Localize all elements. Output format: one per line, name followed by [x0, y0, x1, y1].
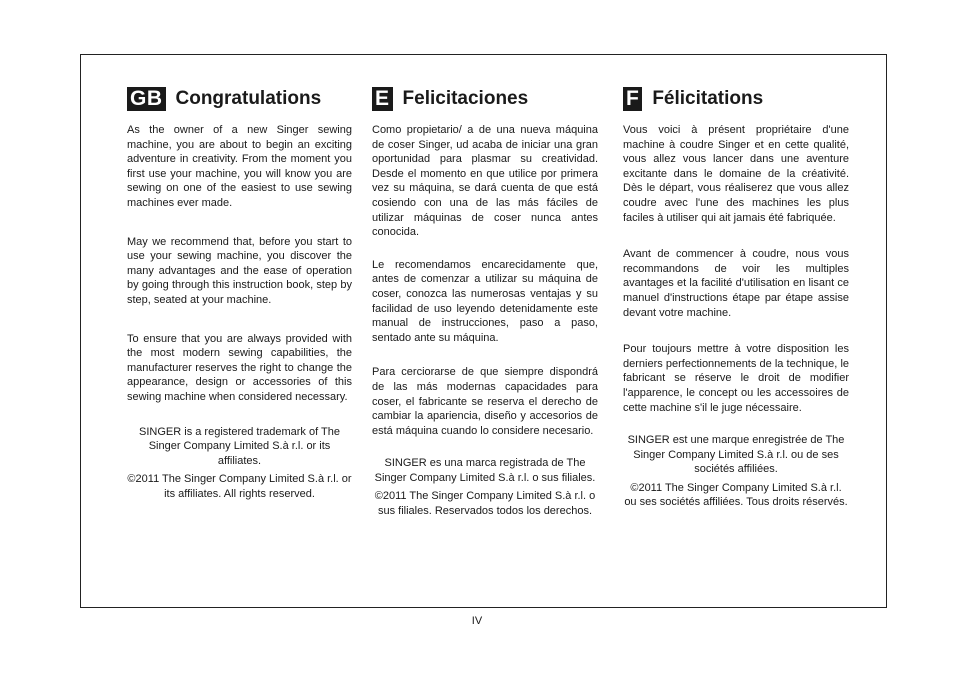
section-title: Congratulations	[175, 88, 322, 109]
copyright-notice: ©2011 The Singer Company Limited S.à r.l. or its affiliates. All rights reserved.	[127, 473, 352, 500]
paragraph-intro: Vous voici à présent propriétaire d'une machine à coudre Singer et en cette qualité, vous allez vous lancer dans une aventure excitante dans le domaine de la créativité. Dès le départ, vous réaliserez que vous allez coudre avec l'une des machines les plus faciles à utiliser qui ait jamais été fabriquée.	[623, 124, 849, 224]
language-badge: E	[372, 87, 393, 111]
trademark-notice: SINGER est une marque enregistrée de The Singer Company Limited S.à r.l. ou de ses sociétés affiliées.	[627, 434, 845, 476]
paragraph-recommend: Avant de commencer à coudre, nous vous recommandons de voir les multiples avantages et la facilité d'utilisation en lisant ce manuel d'instructions étape par étape assise devant votre machine.	[623, 248, 849, 319]
language-badge: GB	[127, 87, 166, 111]
language-badge: F	[623, 87, 642, 111]
section-header	[127, 85, 352, 113]
paragraph-rights: Pour toujours mettre à votre disposition les derniers perfectionnements de la technique, le fabricant se réserve le droit de modifier l'apparence, le concept ou les accessoires de cette machine s'il le juge nécessaire.	[623, 343, 849, 414]
trademark-notice: SINGER es una marca registrada de The Singer Company Limited S.à r.l. o sus filiales.	[374, 457, 596, 484]
page-number: IV	[471, 615, 483, 627]
section-title: Félicitations	[652, 88, 764, 109]
paragraph-rights: To ensure that you are always provided with the most modern sewing capabilities, the manufacturer reserves the right to change the appearance, design or accessories of this sewing machine when considered necessary.	[127, 332, 352, 403]
section-header	[372, 85, 598, 113]
paragraph-recommend: May we recommend that, before you start to use your sewing machine, you discover the many advantages and the ease of operation by going through this instruction book, step by step, seated at your machine.	[127, 235, 352, 306]
section-title: Felicitaciones	[402, 88, 529, 109]
column-spanish	[372, 85, 598, 519]
paragraph-recommend: Le recomendamos encarecidamente que, antes de comenzar a utilizar su máquina de coser, conozca las numerosas ventajas y su facilidad de uso leyendo detenidamente este manual de instrucciones, paso a paso, sentado ante su máquina.	[372, 258, 598, 344]
paragraph-rights: Para cerciorarse de que siempre dispondrá de las más modernas capacidades para coser, el fabricante se reserva el derecho de cambiar la apariencia, diseño y accesorios de está máquina cuando lo considere necesario.	[372, 366, 598, 437]
trademark-notice: SINGER is a registered trademark of The Singer Company Limited S.à r.l. or its affiliates.	[139, 425, 340, 467]
copyright-notice: ©2011 The Singer Company Limited S.à r.l. o sus filiales. Reservados todos los derechos.	[374, 490, 596, 518]
section-header	[623, 85, 849, 113]
column-english	[127, 85, 352, 501]
page-frame	[80, 54, 887, 608]
copyright-notice: ©2011 The Singer Company Limited S.à r.l. ou ses sociétés affiliées. Tous droits réservés.	[624, 481, 848, 509]
paragraph-intro: Como propietario/ a de una nueva máquina de coser Singer, ud acaba de iniciar una gran oportunidad para plasmar su creatividad. Desde el momento en que utilice por primera vez su máquina, se dará cuenta de que está cosiendo con una de las más fáciles de utilizar máquinas de coser nunca antes conocida.	[372, 124, 598, 239]
paragraph-intro: As the owner of a new Singer sewing machine, you are about to begin an exciting adventure in creativity. From the moment you first use your machine, you will know you are sewing on one of the easiest to use sewing machines ever made.	[127, 124, 352, 209]
column-french	[623, 85, 849, 510]
